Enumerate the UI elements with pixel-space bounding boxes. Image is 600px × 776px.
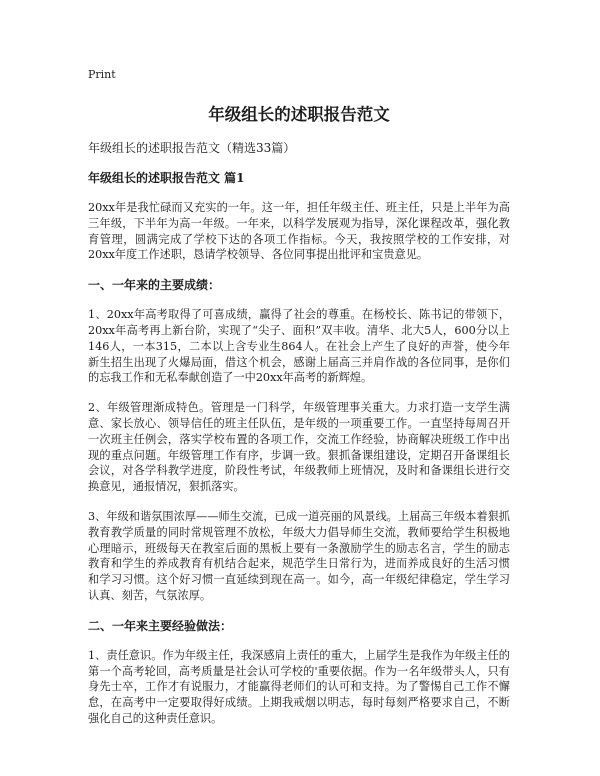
article-heading: 年级组长的述职报告范文 篇1	[88, 171, 245, 185]
section-heading-achievements: 一、一年来的主要成绩：	[88, 278, 221, 293]
section-heading-experience: 二、一年来主要经验做法：	[88, 618, 233, 633]
page-title: 年级组长的述职报告范文	[208, 105, 390, 124]
paragraph-achievement-3: 3、年级和谐氛围浓厚——师生交流，已成一道亮丽的风景线。上届高三年级本着狠抓教育教学质量的同时常规管理不放松，年级大力倡导师生交流，教师要给学生积极地心理暗示，班级每天在教室后面的黑板上要有一条激励学生的励志名言，学生的励志教育和学生的养成教育有机结合起来，规范学生日常行为，进而养成良好的生活习惯和学习习惯。这个好习惯一直延续到现在高一。如今，高一年级纪律稳定，学生学习认真、刻苦，气氛浓厚。	[88, 509, 510, 602]
document-subtitle: 年级组长的述职报告范文（精选33篇）	[88, 141, 296, 155]
intro-paragraph: 20xx年是我忙碌而又充实的一年。这一年，担任年级主任、班主任，只是上半年为高三年级，下半年为高一年级。一年来，以科学发展观为指导，深化课程改革，强化教育管理，圆满完成了学校下达的各项工作指标。今天，我按照学校的工作安排，对20xx年度工作述职，恳请学校领导、各位同事提出批评和宝贵意见。	[88, 201, 510, 262]
print-link[interactable]: Print	[88, 68, 116, 81]
paragraph-experience-1: 1、责任意识。作为年级主任，我深感肩上责任的重大，上届学生是我作为年级主任的第一个高考轮回，高考质量是社会认可学校的'重要依据。作为一名年级带头人，只有身先士卒，工作才有说服力，才能赢得老师们的认可和支持。为了警惕自己工作不懈怠，在高考中一定要取得好成绩。上期我戒烟以明志，每时每刻严格要求自己，不断强化自己的这种责任意识。	[88, 648, 510, 725]
paragraph-achievement-2: 2、年级管理渐成特色。管理是一门科学，年级管理事关重大。力求打造一支学生满意、家长放心、领导信任的班主任队伍，是年级的一项重要工作。一直坚持每周召开一次班主任例会，落实学校布置的各项工作，交流工作经验，协商解决班级工作中出现的重点问题。年级管理工作有序，步调一致。狠抓备课组建设，定期召开备课组长会议，对各学科教学进度，阶段性考试，年级教师上班情况，及时和备课组长进行交换意见，通报情况，狠抓落实。	[88, 401, 510, 494]
paragraph-achievement-1: 1、20xx年高考取得了可喜成绩，赢得了社会的尊重。在杨校长、陈书记的带领下，20xx年高考再上新台阶，实现了“尖子、面积”双丰收。清华、北大5人，600分以上146人，一本315，二本以上含专业生864人。在社会上产生了良好的声誉，使今年新生招生出现了火爆局面，借这个机会，感谢上届高三并肩作战的各位同事，是你们的忘我工作和无私奉献创造了一中20xx年高考的新辉煌。	[88, 308, 510, 385]
